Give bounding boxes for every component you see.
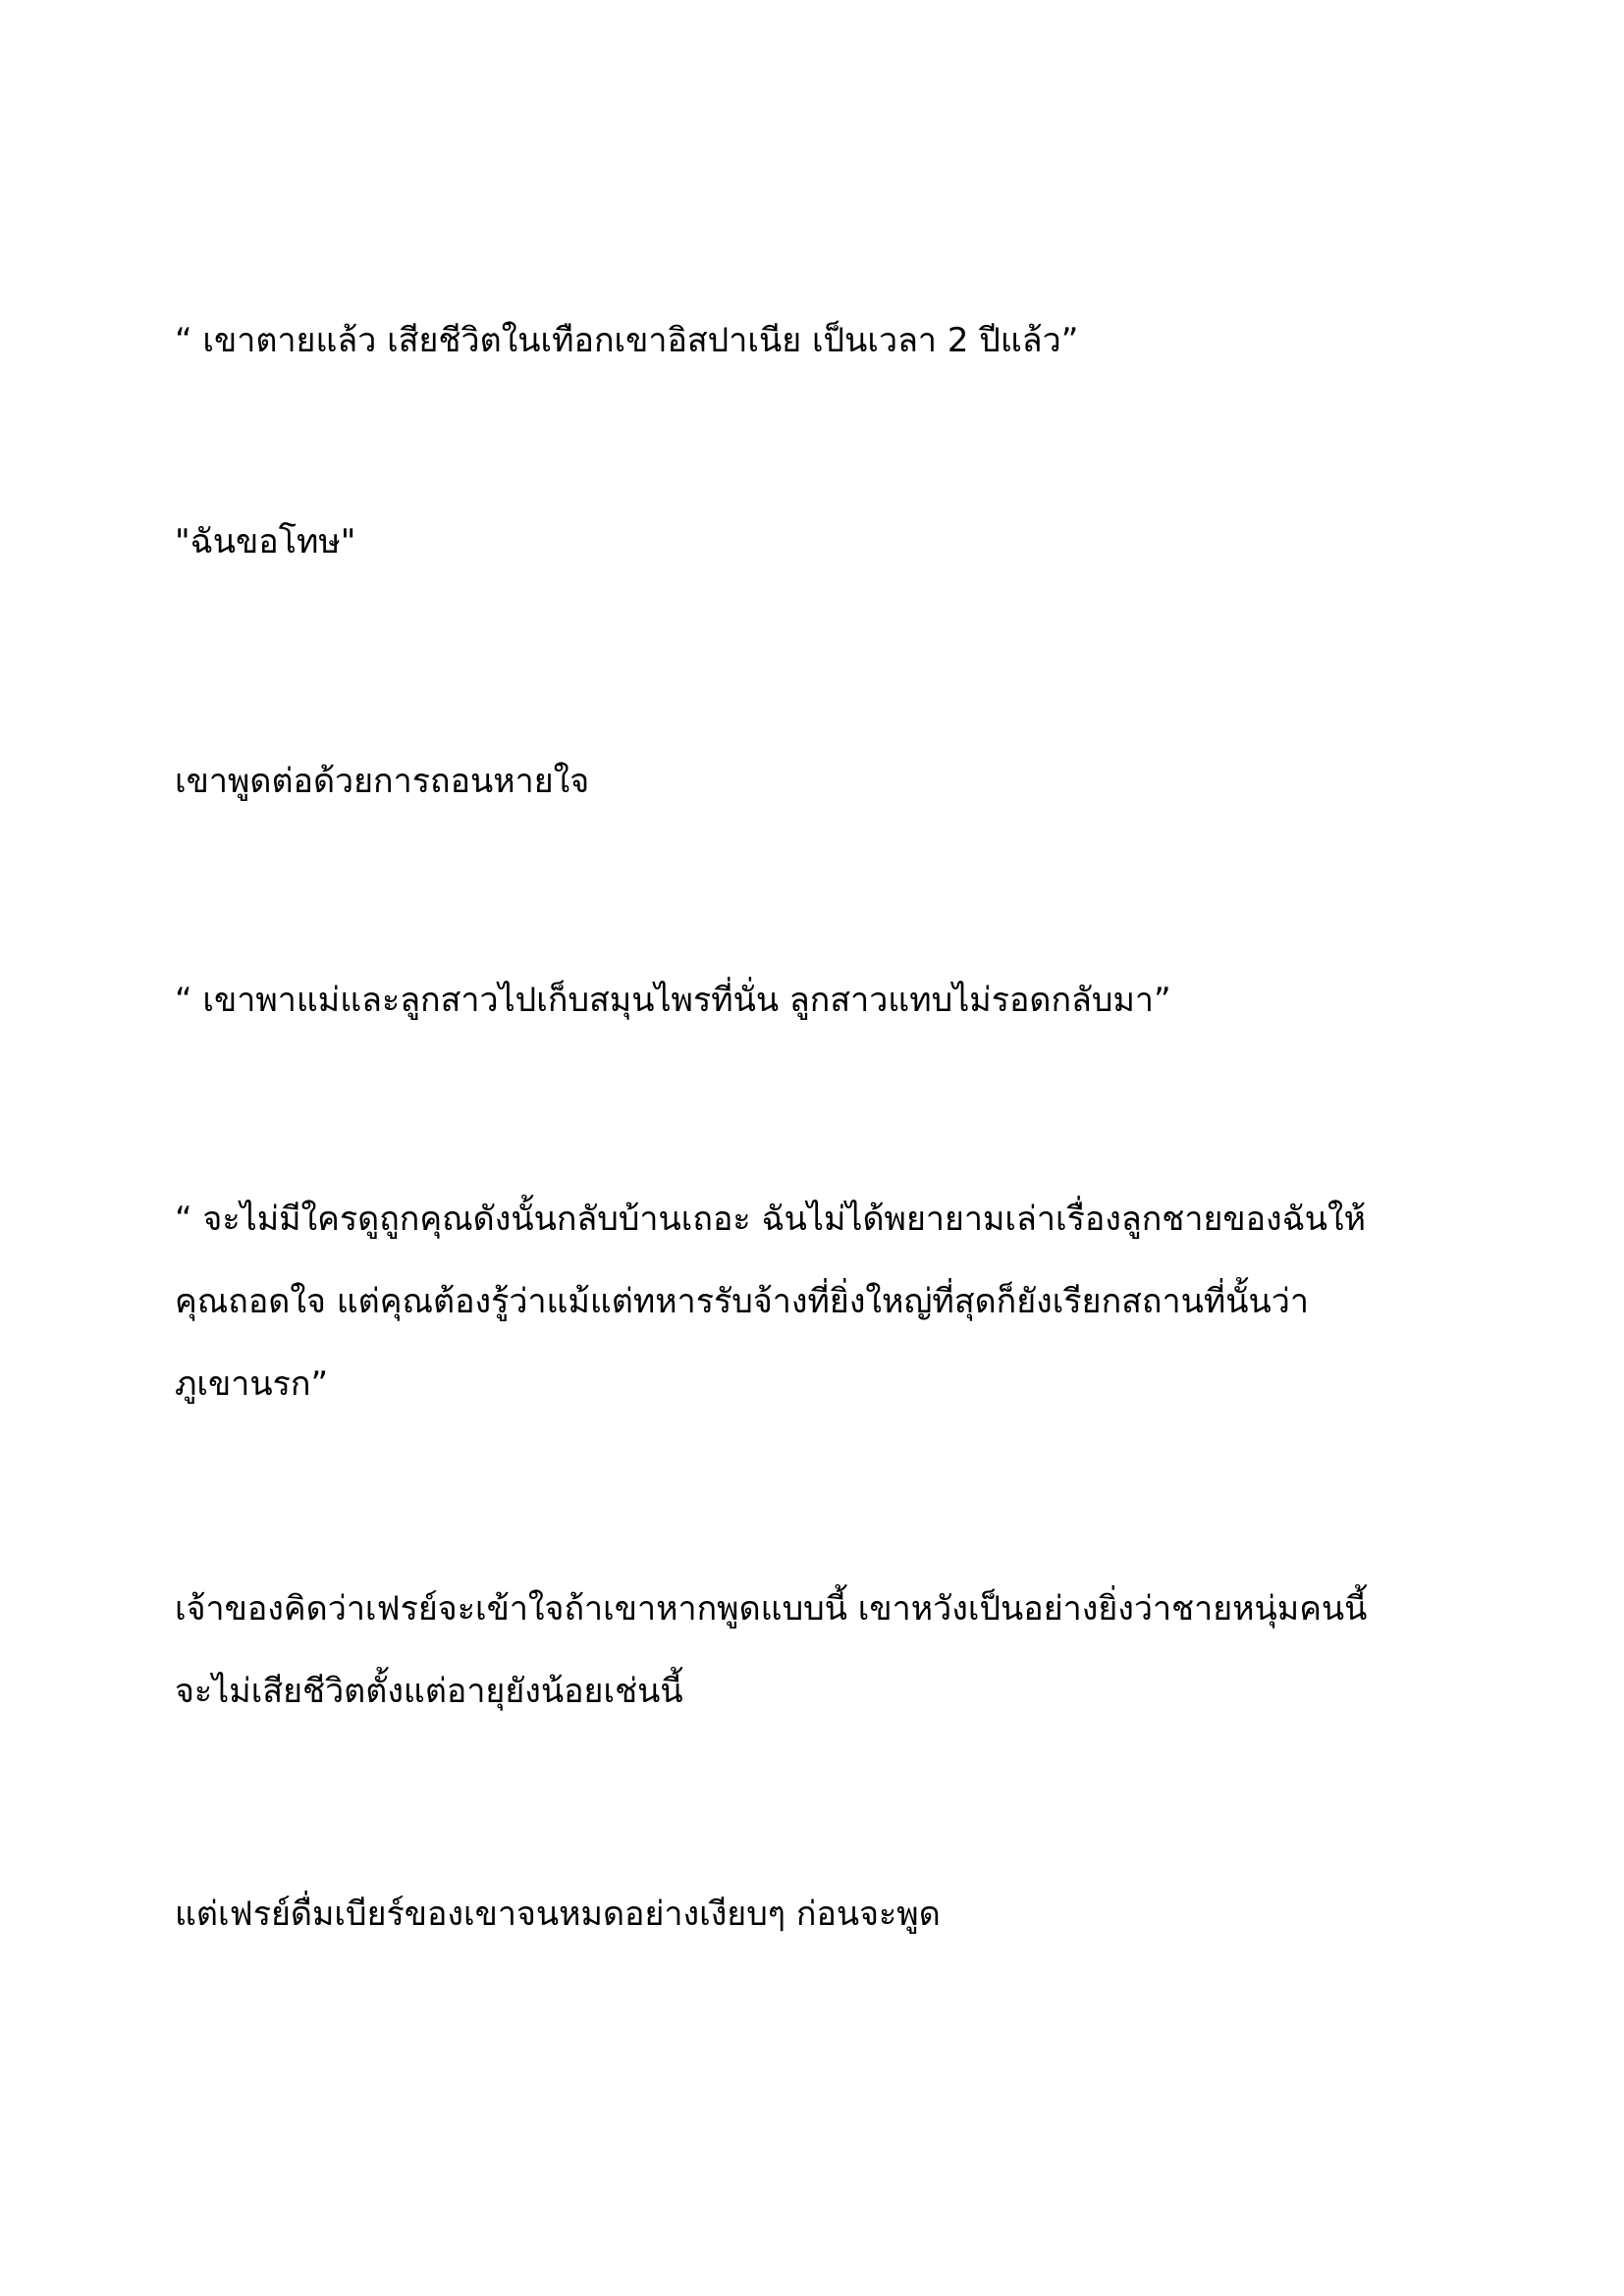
paragraph-line: เจ้าของคิดว่าเฟรย์จะเข้าใจถ้าเขาหากพูดแบบนี้ เขาหวังเป็นอย่างยิ่งว่าชายหนุ่มคนนี้ xyxy=(175,1589,1368,1629)
paragraph-line: เขาพูดต่อด้วยการถอนหายใจ xyxy=(175,762,590,801)
paragraph-line: ภูเขานรก” xyxy=(175,1364,329,1404)
paragraph-line: “ เขาตายแล้ว เสียชีวิตในเทือกเขาอิสปาเนีย เป็นเวลา 2 ปีแล้ว” xyxy=(175,321,1079,360)
paragraph-1 xyxy=(175,299,1451,382)
paragraph-line: "ฉันขอโทษ" xyxy=(175,522,356,561)
paragraph-line: คุณถอดใจ แต่คุณต้องรู้ว่าแม้แต่ทหารรับจ้างที่ยิ่งใหญ่ที่สุดก็ยังเรียกสถานที่นั้นว่า xyxy=(175,1282,1309,1321)
paragraph-2 xyxy=(175,501,1451,583)
paragraph-line: จะไม่เสียชีวิตตั้งแต่อายุยังน้อยเช่นนี้ xyxy=(175,1672,683,1711)
paragraph-4 xyxy=(175,959,1451,1041)
paragraph-line: “ เขาพาแม่และลูกสาวไปเก็บสมุนไพรที่นั่น ลูกสาวแทบไม่รอดกลับมา” xyxy=(175,981,1171,1020)
paragraph-7 xyxy=(175,1873,1451,1955)
paragraph-3 xyxy=(175,740,1451,823)
paragraph-line: แต่เฟรย์ดื่มเบียร์ของเขาจนหมดอย่างเงียบๆ ก่อนจะพูด xyxy=(175,1895,941,1934)
paragraph-6 xyxy=(175,1568,1451,1733)
paragraph-line: “ จะไม่มีใครดูถูกคุณดังนั้นกลับบ้านเถอะ ฉันไม่ได้พยายามเล่าเรื่องลูกชายของฉันให้ xyxy=(175,1200,1367,1239)
paragraph-5 xyxy=(175,1178,1451,1425)
